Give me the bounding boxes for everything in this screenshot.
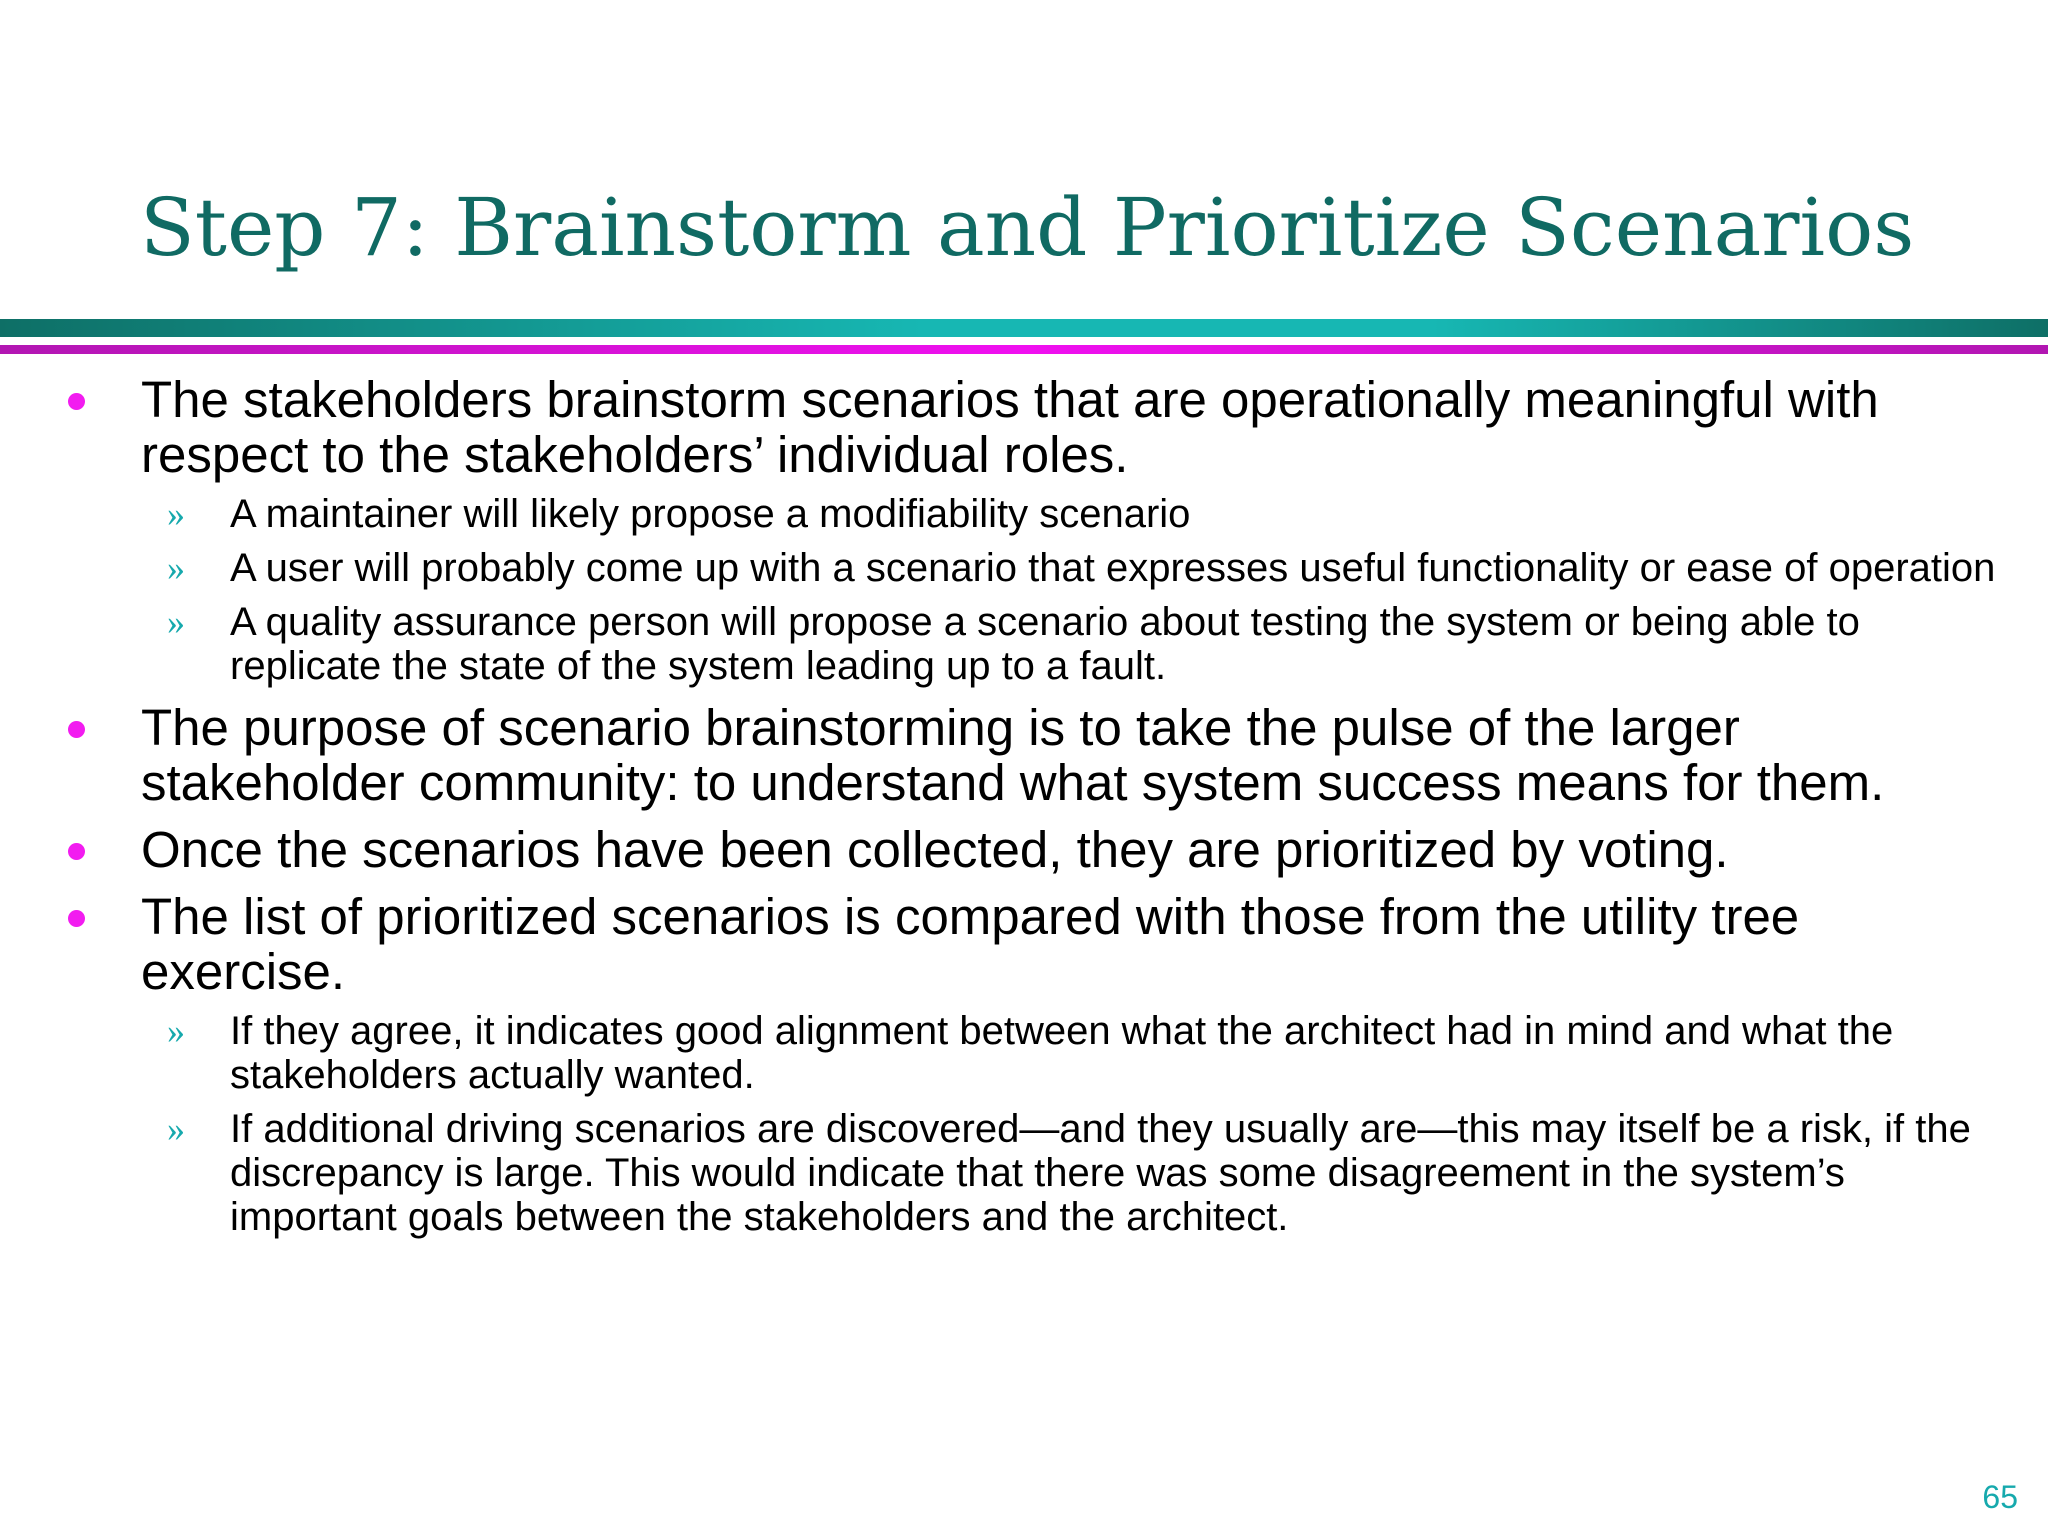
bullet-dot-icon — [68, 721, 85, 738]
sub-bullet-text: If additional driving scenarios are discovered—and they usually are—this may itself be a risk, if the discrepancy is large. This would indicate that there was some disagreement in the system’s important goals between the stakeholders and the architect. — [230, 1107, 1971, 1239]
sub-bullet-item — [0, 600, 2048, 688]
sub-bullet-text: A user will probably come up with a scenario that expresses useful functionality or ease of operation — [230, 546, 1996, 590]
bullet-text: Once the scenarios have been collected, they are prioritized by voting. — [141, 821, 1729, 878]
sub-bullet-item — [0, 546, 2048, 590]
sub-bullet-item — [0, 1009, 2048, 1097]
sub-bullet-item — [0, 1107, 2048, 1239]
bullet-dot-icon — [68, 910, 85, 927]
bullet-text: The stakeholders brainstorm scenarios that are operationally meaningful with respect to the stakeholders’ individual roles. — [141, 371, 1879, 483]
title-rule-magenta — [0, 345, 2048, 354]
double-chevron-icon: » — [167, 494, 185, 534]
double-chevron-icon: » — [167, 1011, 185, 1051]
bullet-item — [0, 700, 2048, 810]
bullet-item — [0, 372, 2048, 482]
double-chevron-icon: » — [167, 1109, 185, 1149]
sub-bullet-text: A quality assurance person will propose a scenario about testing the system or being able to replicate the state of the system leading up to a fault. — [230, 600, 1860, 688]
bullet-item — [0, 822, 2048, 877]
bullet-text: The list of prioritized scenarios is compared with those from the utility tree exercise. — [141, 888, 1800, 1000]
sub-bullet-text: A maintainer will likely propose a modifiability scenario — [230, 492, 1191, 536]
double-chevron-icon: » — [167, 548, 185, 588]
slide-title: Step 7: Brainstorm and Prioritize Scenarios — [140, 181, 1915, 274]
sub-bullet-text: If they agree, it indicates good alignment between what the architect had in mind and what the stakeholders actually wanted. — [230, 1009, 1894, 1097]
sub-bullet-item — [0, 492, 2048, 536]
bullet-dot-icon — [68, 393, 85, 410]
slide-content — [0, 360, 2048, 1239]
page-number: 65 — [1982, 1479, 2018, 1515]
bullet-dot-icon — [68, 843, 85, 860]
double-chevron-icon: » — [167, 602, 185, 642]
title-rule-teal — [0, 319, 2048, 337]
bullet-item — [0, 889, 2048, 999]
bullet-text: The purpose of scenario brainstorming is to take the pulse of the larger stakeholder community: to understand what system success means for them. — [141, 699, 1885, 811]
